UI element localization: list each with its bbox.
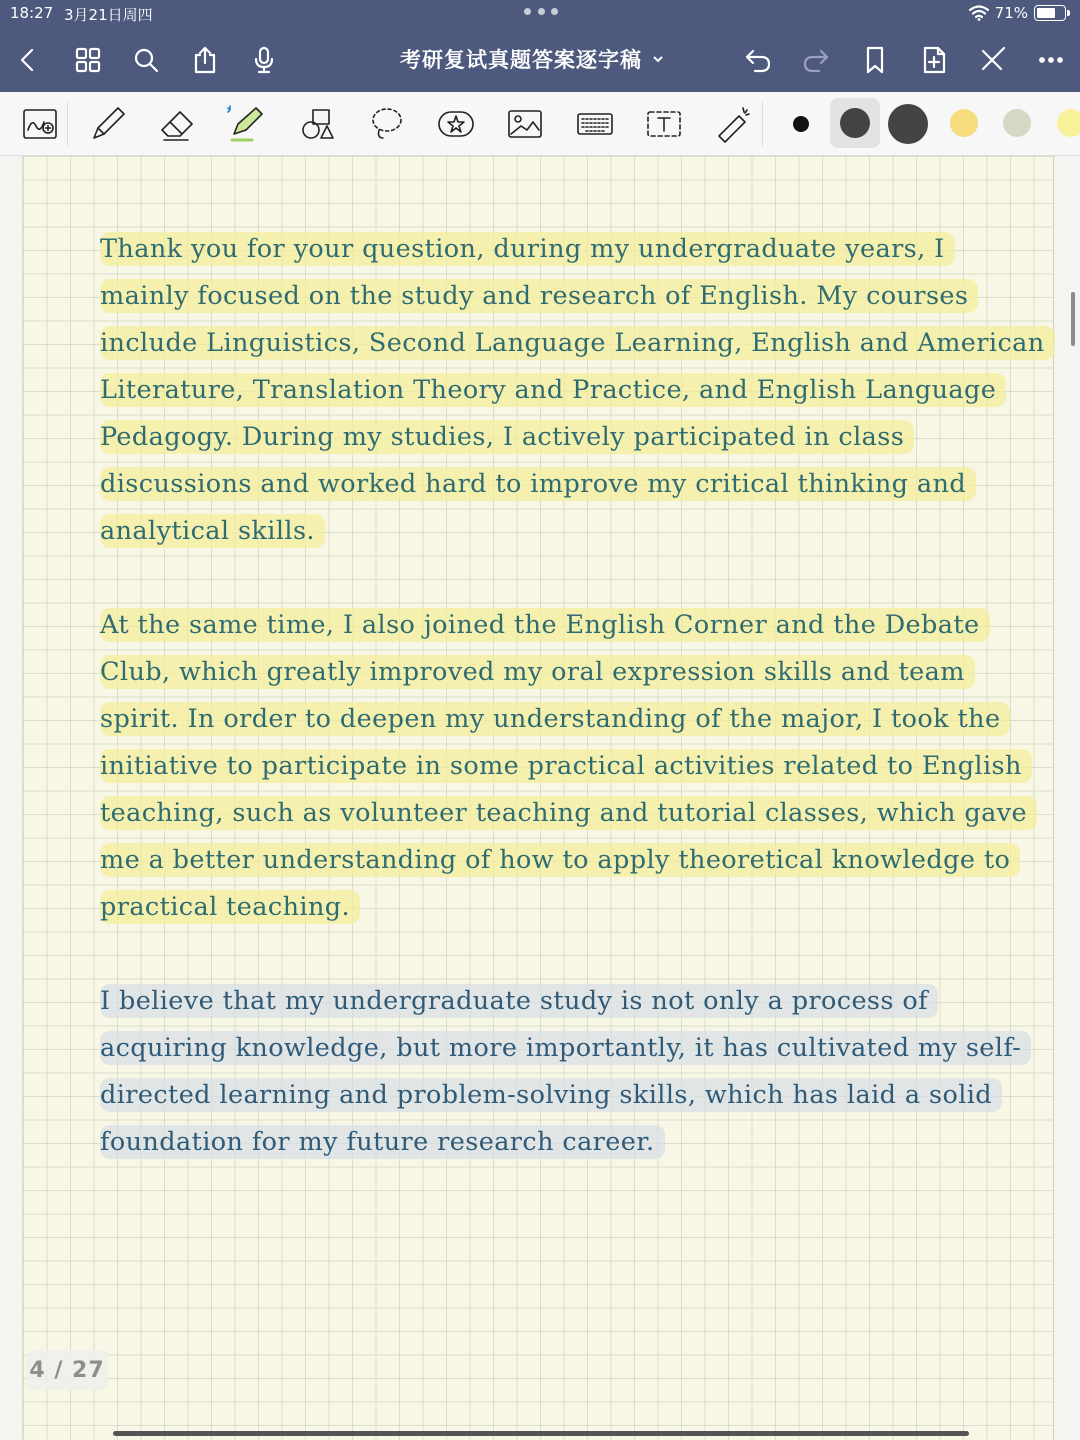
handwriting-zoom-tool[interactable] — [17, 102, 63, 146]
lasso-icon — [367, 104, 407, 144]
text-box-icon — [644, 104, 684, 144]
eraser-icon — [158, 104, 198, 144]
add-page-icon — [919, 45, 949, 75]
image-tool[interactable] — [502, 102, 548, 146]
search-icon — [131, 45, 161, 75]
ellipsis-icon — [1036, 45, 1066, 75]
microphone-button[interactable] — [244, 40, 284, 80]
highlighted-text: directed learning and problem-solving skills, which has laid a solid — [100, 1078, 1002, 1112]
highlighted-text: At the same time, I also joined the English Corner and the Debate — [100, 608, 990, 642]
highlighted-text: initiative to participate in some practical activities related to English — [100, 749, 1032, 783]
bookmark-icon — [860, 45, 890, 75]
text-line — [100, 1025, 1020, 1072]
status-time: 18:27 — [10, 4, 54, 22]
redo-button[interactable] — [796, 40, 836, 80]
text-line — [100, 461, 1020, 508]
keyboard-tool[interactable] — [572, 102, 618, 146]
paragraph-3 — [100, 978, 1020, 1166]
share-icon — [190, 45, 220, 75]
text-line — [100, 320, 1045, 367]
text-line — [100, 837, 1020, 884]
page-counter: 4 / 27 — [26, 1350, 108, 1390]
text-line — [100, 696, 1020, 743]
text-line — [100, 978, 1020, 1025]
search-button[interactable] — [126, 40, 166, 80]
close-toolbar-button[interactable] — [972, 40, 1012, 80]
gray-green-color-swatch[interactable] — [1003, 109, 1031, 137]
text-line — [100, 1072, 1020, 1119]
highlighted-text: I believe that my undergraduate study is not only a process of — [100, 984, 938, 1018]
lasso-tool[interactable] — [364, 102, 410, 146]
thick-stroke-swatch[interactable] — [888, 104, 928, 144]
highlighter-tool[interactable] — [223, 102, 269, 146]
yellow-color-swatch[interactable] — [950, 109, 978, 137]
redo-icon — [801, 45, 831, 75]
drawing-toolbar — [0, 92, 1080, 156]
pen-tool[interactable] — [85, 102, 131, 146]
vertical-scrollbar[interactable] — [1071, 292, 1075, 346]
bookmark-button[interactable] — [855, 40, 895, 80]
battery-percentage: 71% — [994, 4, 1028, 22]
share-button[interactable] — [185, 40, 225, 80]
text-line — [100, 790, 1027, 837]
laser-pointer-icon — [713, 104, 753, 144]
add-page-button[interactable] — [914, 40, 954, 80]
home-indicator[interactable] — [113, 1431, 969, 1436]
image-icon — [505, 104, 545, 144]
sticker-tool[interactable] — [433, 102, 479, 146]
chevron-left-icon — [13, 45, 43, 75]
zoom-window-icon — [20, 104, 60, 144]
highlighter-icon — [226, 104, 266, 144]
shapes-icon — [297, 104, 337, 144]
pen-icon — [88, 104, 128, 144]
more-options-button[interactable] — [1031, 40, 1071, 80]
paragraph-2 — [100, 602, 1027, 931]
chevron-down-icon — [652, 53, 664, 65]
highlighted-text: include Linguistics, Second Language Learning, English and American — [100, 326, 1055, 360]
battery-icon — [1034, 5, 1066, 21]
paragraph-1 — [100, 226, 1045, 555]
keyboard-icon — [575, 104, 615, 144]
highlighted-text: acquiring knowledge, but more importantly, it has cultivated my self- — [100, 1031, 1031, 1065]
highlighted-text: analytical skills. — [100, 514, 325, 548]
undo-icon — [743, 45, 773, 75]
document-title-text: 考研复试真题答案逐字稿 — [400, 48, 642, 72]
status-date: 3月21日周四 — [64, 6, 153, 24]
highlighted-text: Thank you for your question, during my undergraduate years, I — [100, 232, 955, 266]
pen-close-icon — [977, 45, 1007, 75]
status-bar — [0, 0, 1080, 28]
highlighted-text: spirit. In order to deepen my understanding of the major, I took the — [100, 702, 1010, 736]
highlighted-text: mainly focused on the study and research of English. My courses — [100, 279, 978, 313]
highlighted-text: Pedagogy. During my studies, I actively participated in class — [100, 420, 914, 454]
shape-tool[interactable] — [294, 102, 340, 146]
undo-button[interactable] — [738, 40, 778, 80]
text-line — [100, 743, 1020, 790]
text-line — [100, 602, 1020, 649]
highlighted-text: Club, which greatly improved my oral expression skills and team — [100, 655, 975, 689]
back-button[interactable] — [8, 40, 48, 80]
grid-icon — [73, 45, 103, 75]
thin-stroke-swatch[interactable] — [793, 116, 809, 132]
text-line — [100, 367, 1020, 414]
microphone-icon — [249, 45, 279, 75]
text-line — [100, 273, 1020, 320]
highlighted-text: discussions and worked hard to improve my critical thinking and — [100, 467, 976, 501]
medium-stroke-swatch[interactable] — [840, 108, 870, 138]
light-yellow-color-swatch[interactable] — [1057, 109, 1080, 137]
highlighted-text: Literature, Translation Theory and Practice, and English Language — [100, 373, 1006, 407]
text-line — [100, 414, 1020, 461]
highlighted-text: foundation for my future research career. — [100, 1125, 665, 1159]
text-line — [100, 649, 1020, 696]
multitasking-dots[interactable] — [524, 8, 558, 18]
eraser-tool[interactable] — [155, 102, 201, 146]
text-line — [100, 884, 1020, 931]
text-line — [100, 508, 1020, 555]
star-sticker-icon — [436, 104, 476, 144]
laser-pointer-tool[interactable] — [710, 102, 756, 146]
text-line — [100, 226, 1020, 273]
thumbnails-button[interactable] — [68, 40, 108, 80]
highlighted-text: me a better understanding of how to apply theoretical knowledge to — [100, 843, 1020, 877]
highlighted-text: practical teaching. — [100, 890, 360, 924]
text-line — [100, 1119, 1020, 1166]
text-tool[interactable] — [641, 102, 687, 146]
top-navigation-bar — [0, 0, 1080, 92]
wifi-icon — [969, 5, 989, 21]
document-title[interactable] — [400, 44, 664, 74]
highlighted-text: teaching, such as volunteer teaching and tutorial classes, which gave — [100, 796, 1037, 830]
